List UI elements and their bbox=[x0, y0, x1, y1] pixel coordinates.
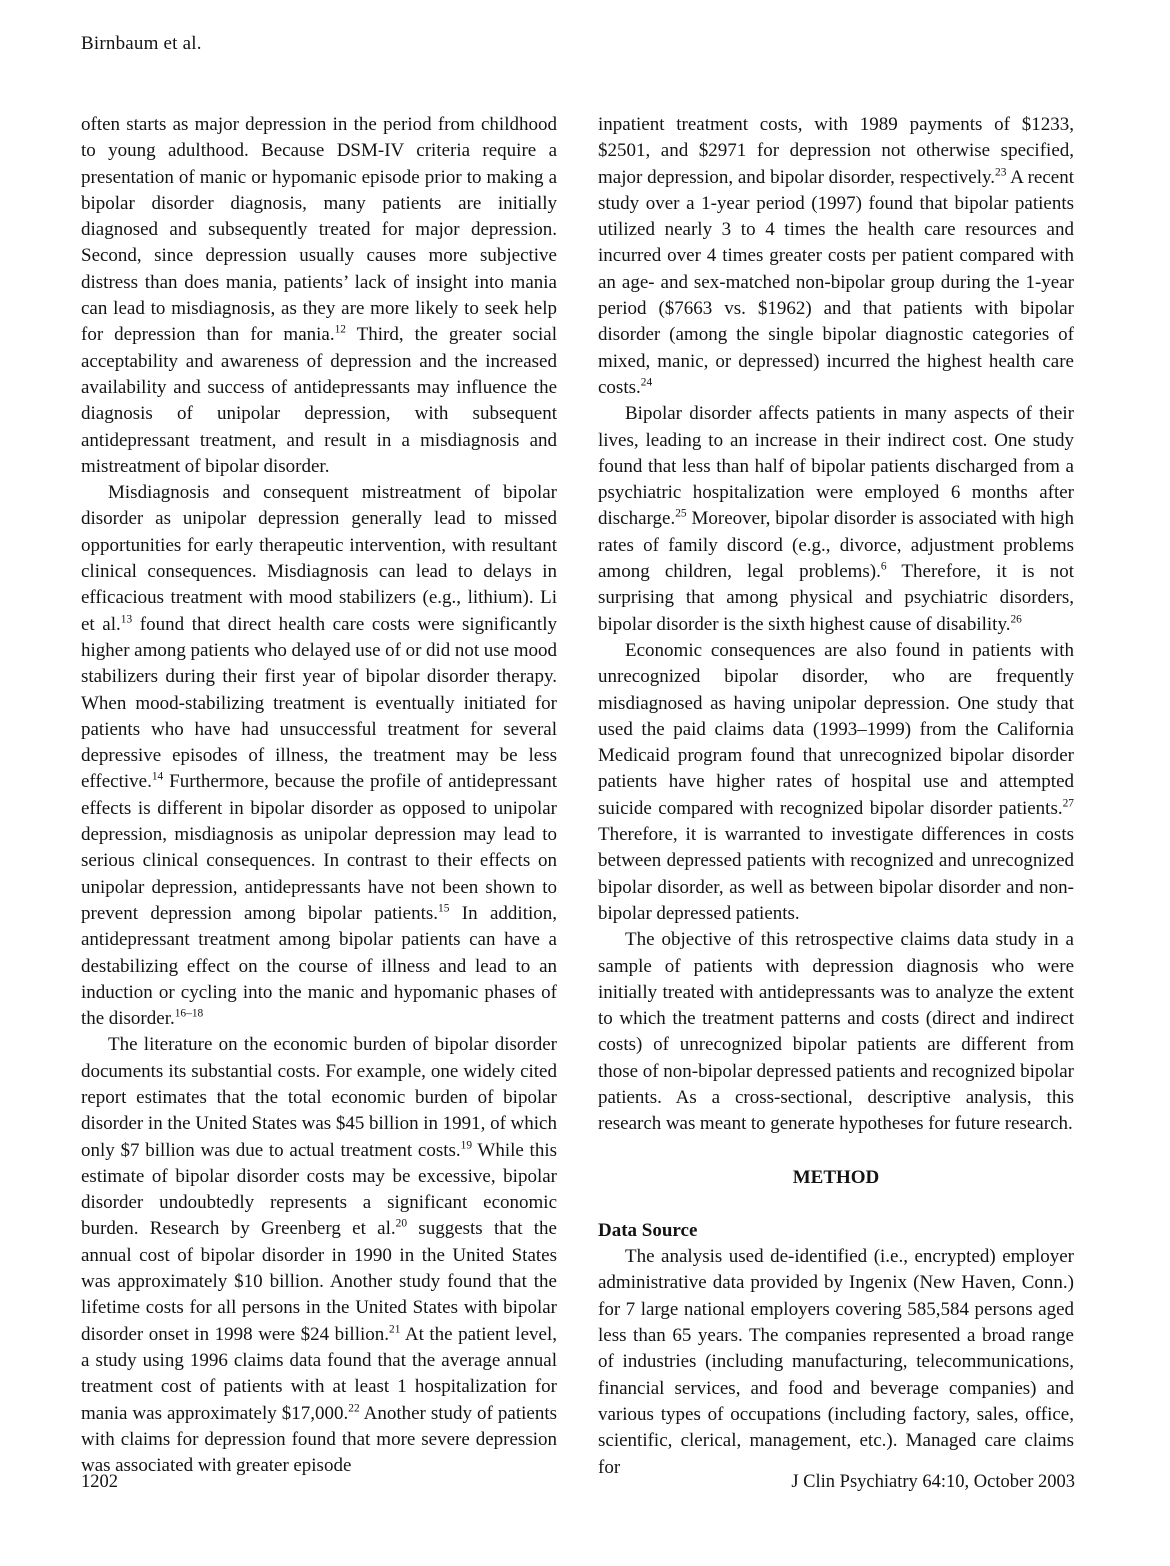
paragraph: Misdiagnosis and consequent mistreatment of bipolar disorder as unipolar depression generally lead to missed opportunities for early therapeutic intervention, with resultant clinical consequences. Misdiagnosis can lead to delays in efficacious treatment with mood stabilizers (e.g., lithium). Li et al.$^{13}$ found that direct health care costs were significantly higher among patients who delayed use of or did not use mood stabilizers during their first year of bipolar disorder therapy. When mood-stabilizing treatment is eventually initiated for patients who have had unsuccessful treatment for several depressive episodes of illness, the treatment may be less effective.$^{14}$ Furthermore, because the profile of antidepressant effects is different in bipolar disorder as opposed to unipolar depression, misdiagnosis as unipolar depression may lead to serious clinical consequences. In contrast to their effects on unipolar depression, antidepressants have not been shown to prevent depression among bipolar patients.$^{15}$ In addition, antidepressant treatment among bipolar patients can have a destabilizing effect on the course of illness and lead to an induction or cycling into the manic and hypomanic phases of the disorder.$^{16-18}$ bbox=[81, 482, 557, 1030]
paragraph: The literature on the economic burden of bipolar disorder documents its substantial costs. For example, one widely cited report estimates that the total economic burden of bipolar disorder in the United States was $45 billion in 1991, of which only $7 billion was due to actual treatment costs.$^{19}$ While this estimate of bipolar disorder costs may be excessive, bipolar disorder undoubtedly represents a significant economic burden. Research by Greenberg et al.$^{20}$ suggests that the annual cost of bipolar disorder in 1990 in the United States was approximately $10 billion. Another study found that the lifetime costs for all persons in the United States with bipolar disorder onset in 1998 were $24 billion.$^{21}$ At the patient level, a study using 1996 claims data found that the average annual treatment cost of patients with at least 1 hospitalization for mania was approximately $17,000.22 Another study of patients with claims for depression found that more severe depression was associated with greater episode bbox=[81, 1034, 557, 1477]
reference-superscript: 26 bbox=[1010, 613, 1022, 626]
reference-superscript: 23 bbox=[995, 166, 1007, 179]
subsection-heading: Data Source bbox=[598, 1219, 698, 1241]
reference-superscript: 22 bbox=[348, 1402, 360, 1415]
reference-superscript: 21 bbox=[389, 1323, 401, 1336]
reference-superscript: 13 bbox=[120, 613, 133, 626]
paragraph: Bipolar disorder affects patients in many aspects of their lives, leading to an increase in their indirect cost. One study found that less than half of bipolar patients discharged from a psychiatric hospitalization were employed 6 months after discharge.$^{25}$ Moreover, bipolar disorder is associated with high rates of family discord (e.g., divorce, adjustment problems among children, legal problems).$^6$ Therefore, it is not surprising that among physical and psychiatric disorders, bipolar disorder is the sixth highest cause of disability.$^{26}$ bbox=[598, 403, 1074, 635]
left-text-column bbox=[81, 112, 557, 1481]
reference-superscript: 27 bbox=[1062, 797, 1074, 810]
reference-superscript: 12 bbox=[334, 324, 346, 337]
opening-paragraph: often starts as major depression in the period from childhood to young adulthood. Because DSM-IV criteria require a presentation of manic or hypomanic episode prior to making a bipolar disorder diagnosis, many patients are initially diagnosed and subsequently treated for major depression. Second, since depression usually causes more subjective distress than does mania, patients’ lack of insight into mania can lead to misdiagnosis, as they are more likely to seek help for depression than for mania.$^{12}$ Third, the greater social acceptability and awareness of depression and the increased availability and success of antidepressants may influence the diagnosis of unipolar depression, with subsequent antidepressant treatment, and result in a misdiagnosis and mistreatment of bipolar disorder. bbox=[81, 114, 557, 477]
page-footer bbox=[81, 1472, 1075, 1493]
page-number: 1202 bbox=[81, 1472, 118, 1492]
right-text-column bbox=[598, 112, 1074, 1481]
reference-superscript: 16–18 bbox=[174, 1007, 204, 1020]
reference-superscript: 14 bbox=[151, 771, 164, 784]
opening-paragraph: inpatient treatment costs, with 1989 payments of $1233, $2501, and $2971 for depression not otherwise specified, major depression, and bipolar disorder, respectively.$^{23}$ A recent study over a 1-year period (1997) found that bipolar patients utilized nearly 3 to 4 times the health care resources and incurred over 4 times greater costs per patient compared with an age- and sex-matched non-bipolar group during the 1-year period ($7663 vs. $1962) and that patients with bipolar disorder (among the single bipolar diagnostic categories of mixed, manic, or depressed) incurred the highest health care costs.$^{24}$ bbox=[598, 114, 1074, 398]
running-head: Birnbaum et al. bbox=[81, 33, 202, 54]
journal-citation: J Clin Psychiatry 64:10, October 2003 bbox=[791, 1472, 1075, 1492]
reference-superscript: 20 bbox=[395, 1218, 408, 1231]
section-heading: METHOD bbox=[792, 1166, 880, 1188]
reference-superscript: 19 bbox=[460, 1139, 473, 1152]
reference-superscript: 6 bbox=[880, 560, 887, 573]
reference-superscript: 24 bbox=[640, 376, 653, 389]
paragraph: The objective of this retrospective claims data study in a sample of patients with depression diagnosis who were initially treated with antidepressants was to analyze the extent to which the treatment patterns and costs (direct and indirect costs) of unrecognized bipolar patients are different from those of non-bipolar depressed patients and recognized bipolar patients. As a cross-sectional, descriptive analysis, this research was meant to generate hypotheses for future research. bbox=[598, 929, 1074, 1135]
reference-superscript: 25 bbox=[675, 508, 687, 521]
reference-superscript: 15 bbox=[438, 902, 450, 915]
paragraph: The analysis used de-identified (i.e., encrypted) employer administrative data provided by Ingenix (New Haven, Conn.) for 7 large national employers covering 585,584 persons aged less than 65 years. The companies represented a broad range of industries (including manufacturing, telecommunications, financial services, and food and beverage companies) and various types of occupations (including factory, sales, office, scientific, clerical, management, etc.). Managed care claims for bbox=[598, 1246, 1074, 1478]
two-column-text-block bbox=[81, 112, 1075, 1481]
paragraph: Economic consequences are also found in patients with unrecognized bipolar disorder, who are frequently misdiagnosed as having unipolar depression. One study that used the paid claims data (1993–1999) from the California Medicaid program found that unrecognized bipolar disorder patients have higher rates of hospital use and attempted suicide compared with recognized bipolar disorder patients.$^{27}$ Therefore, it is warranted to investigate differences in costs between depressed patients with recognized and unrecognized bipolar disorder, as well as between bipolar disorder and non-bipolar depressed patients. bbox=[598, 639, 1074, 924]
